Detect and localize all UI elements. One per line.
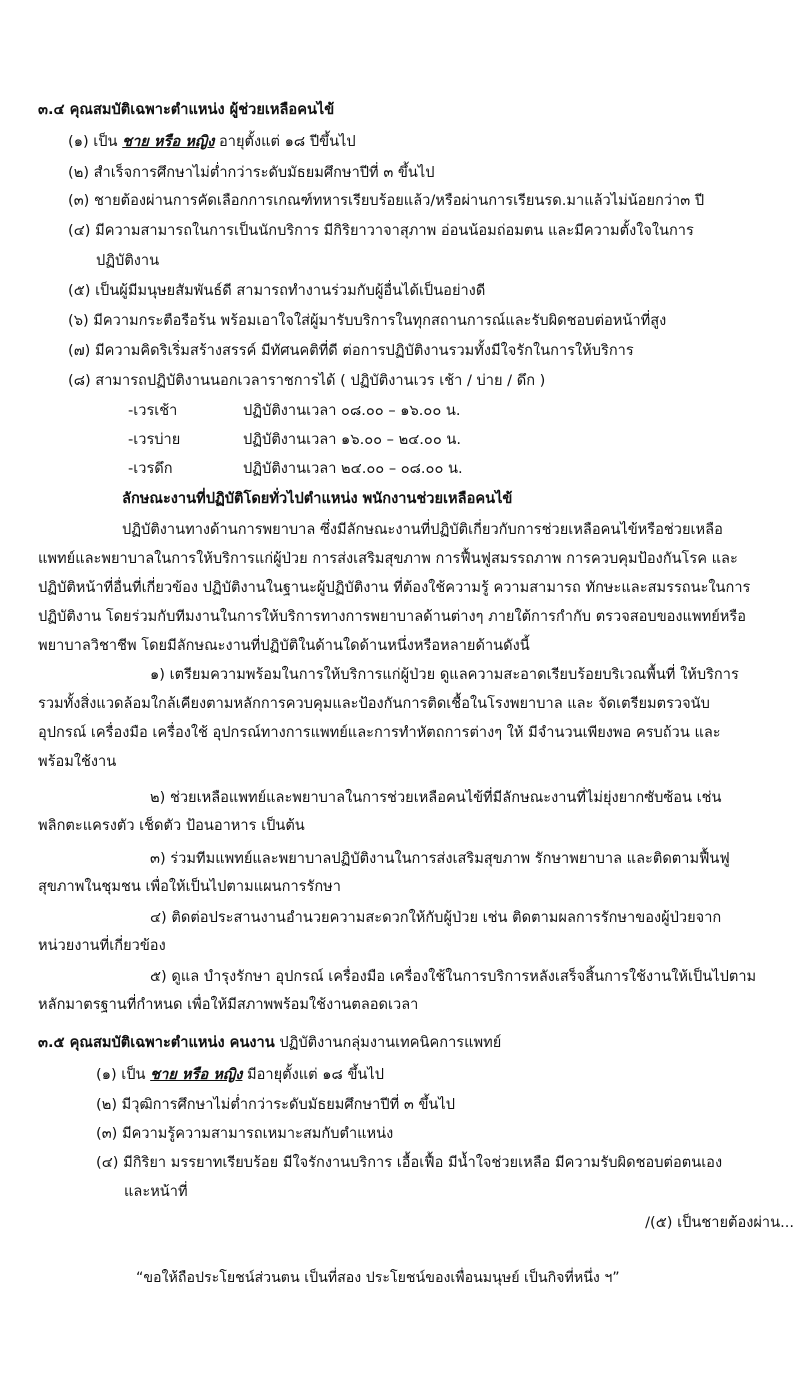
paragraph-line: พร้อมใช้งาน	[38, 753, 117, 770]
paragraph-line: พยาบาลวิชาชีพ โดยมีลักษณะงานที่ปฏิบัติในด้านใดด้านหนึ่งหรือหลายด้านดังนี้	[38, 637, 530, 654]
duty-heading: ลักษณะงานที่ปฏิบัติโดยทั่วไปตำแหน่ง พนักงานช่วยเหลือคนไข้	[122, 490, 513, 507]
shift-name: -เวรบ่าย	[128, 431, 181, 448]
paragraph-line: อุปกรณ์ เครื่องมือ เครื่องใช้ อุปกรณ์ทางการแพทย์และการทำหัตถการต่างๆ ให้ มีจำนวนเพียงพอ ครบถ้วน และ	[38, 724, 721, 741]
gender-emphasis: ชาย หรือ หญิง	[150, 1066, 243, 1083]
paragraph-line: ๒) ช่วยเหลือแพทย์และพยาบาลในการช่วยเหลือคนไข้ที่มีลักษณะงานที่ไม่ยุ่งยากซับซ้อน เช่น	[150, 789, 722, 806]
shift-name: -เวรเช้า	[128, 402, 178, 419]
continuation-note: /(๕) เป็นชายต้องผ่าน...	[645, 1214, 794, 1231]
item-prefix: (๑) เป็น	[96, 1066, 151, 1083]
list-item: (๘) สามารถปฏิบัติงานนอกเวลาราชการได้ ( ปฏิบัติงานเวร เช้า / บ่าย / ดึก )	[68, 372, 546, 389]
paragraph-line: หลักมาตรฐานที่กำหนด เพื่อให้มีสภาพพร้อมใช้งานตลอดเวลา	[38, 996, 419, 1013]
list-item	[68, 131, 356, 153]
paragraph-line: รวมทั้งสิ่งแวดล้อมใกล้เคียงตามหลักการควบคุมและป้องกันการติดเชื้อในโรงพยาบาล และ จัดเตรียมตรวจนับ	[38, 695, 710, 712]
item-prefix: (๑) เป็น	[68, 133, 123, 150]
list-item: (๔) มีความสามารถในการเป็นนักบริการ มีกิริยาวาจาสุภาพ อ่อนน้อมถ่อมตน และมีความตั้งใจในการ	[68, 222, 694, 239]
paragraph-line: ๔) ติดต่อประสานงานอำนวยความสะดวกให้กับผู้ป่วย เช่น ติดตามผลการรักษาของผู้ป่วยจาก	[150, 909, 722, 926]
list-item: (๗) มีความคิดริเริ่มสร้างสรรค์ มีทัศนคติที่ดี ต่อการปฏิบัติงานรวมทั้งมีใจรักในการให้บริการ	[68, 342, 634, 359]
list-item-continuation: และหน้าที่	[124, 1183, 188, 1200]
list-item: (๓) ชายต้องผ่านการคัดเลือกการเกณฑ์ทหารเรียบร้อยแล้ว/หรือผ่านการเรียนรด.มาแล้วไม่น้อยกว่า๓ ปี	[68, 192, 705, 209]
footer-quote: “ขอให้ถือประโยชน์ส่วนตน เป็นที่สอง ประโยชน์ของเพื่อนมนุษย์ เป็นกิจที่หนึ่ง ฯ”	[136, 1270, 620, 1286]
item-suffix: อายุตั้งแต่ ๑๘ ปีขึ้นไป	[214, 133, 356, 150]
shift-time: ปฏิบัติงานเวลา ๒๔.๐๐ – ๐๘.๐๐ น.	[243, 460, 463, 477]
list-item	[96, 1064, 384, 1086]
list-item: (๒) มีวุฒิการศึกษาไม่ต่ำกว่าระดับมัธยมศึกษาปีที่ ๓ ขึ้นไป	[96, 1096, 456, 1113]
item-suffix: มีอายุตั้งแต่ ๑๘ ขึ้นไป	[242, 1066, 385, 1083]
paragraph-line: ๑) เตรียมความพร้อมในการให้บริการแก่ผู้ป่วย ดูแลความสะอาดเรียบร้อยบริเวณพื้นที่ ให้บริการ	[150, 666, 739, 683]
shift-row	[128, 400, 728, 422]
paragraph-line: ปฏิบัติหน้าที่อื่นที่เกี่ยวข้อง ปฏิบัติงานในฐานะผู้ปฏิบัติงาน ที่ต้องใช้ความรู้ ความสามารถ ทักษะและสมรรถนะในการ	[38, 579, 751, 596]
heading-rest: ปฏิบัติงานกลุ่มงานเทคนิคการแพทย์	[274, 1034, 502, 1051]
paragraph-line: พลิกตะแครงตัว เช็ดตัว ป้อนอาหาร เป็นต้น	[38, 817, 305, 834]
list-item: (๕) เป็นผู้มีมนุษยสัมพันธ์ดี สามารถทำงานร่วมกับผู้อื่นได้เป็นอย่างดี	[68, 282, 486, 299]
shift-row	[128, 458, 728, 480]
section-3-4-heading: ๓.๔ คุณสมบัติเฉพาะตำแหน่ง ผู้ช่วยเหลือคนไข้	[38, 101, 335, 118]
heading-bold: ๓.๕ คุณสมบัติเฉพาะตำแหน่ง คนงาน	[38, 1034, 275, 1051]
paragraph-line: ๓) ร่วมทีมแพทย์และพยาบาลปฏิบัติงานในการส่งเสริมสุขภาพ รักษาพยาบาล และติดตามฟื้นฟู	[150, 850, 730, 867]
list-item: (๒) สำเร็จการศึกษาไม่ต่ำกว่าระดับมัธยมศึกษาปีที่ ๓ ขึ้นไป	[68, 164, 435, 181]
list-item: (๔) มีกิริยา มรรยาทเรียบร้อย มีใจรักงานบริการ เอื้อเฟื้อ มีน้ำใจช่วยเหลือ มีความรับผิดชอบต่อตนเอง	[96, 1154, 723, 1171]
list-item: (๖) มีความกระตือรือร้น พร้อมเอาใจใส่ผู้มารับบริการในทุกสถานการณ์และรับผิดชอบต่อหน้าที่สูง	[68, 312, 667, 329]
section-3-5-heading	[38, 1032, 501, 1054]
paragraph-line: ๕) ดูแล บำรุงรักษา อุปกรณ์ เครื่องมือ เครื่องใช้ในการบริการหลังเสร็จสิ้นการใช้งานให้เป็นไปตาม	[150, 968, 757, 985]
paragraph-line: หน่วยงานที่เกี่ยวข้อง	[38, 937, 166, 954]
shift-row	[128, 429, 728, 451]
shift-time: ปฏิบัติงานเวลา ๑๖.๐๐ – ๒๔.๐๐ น.	[243, 431, 461, 448]
shift-time: ปฏิบัติงานเวลา ๐๘.๐๐ – ๑๖.๐๐ น.	[243, 402, 461, 419]
list-item: (๓) มีความรู้ความสามารถเหมาะสมกับตำแหน่ง	[96, 1125, 394, 1142]
paragraph-line: สุขภาพในชุมชน เพื่อให้เป็นไปตามแผนการรักษา	[38, 878, 341, 895]
paragraph-line: แพทย์และพยาบาลในการให้บริการแก่ผู้ป่วย การส่งเสริมสุขภาพ การฟื้นฟูสมรรถภาพ การควบคุมป้องกันโรค และ	[38, 550, 738, 567]
paragraph-line: ปฏิบัติงานทางด้านการพยาบาล ซึ่งมีลักษณะงานที่ปฏิบัติเกี่ยวกับการช่วยเหลือคนไข้หรือช่วยเหลือ	[122, 521, 723, 538]
paragraph-line: ปฏิบัติงาน โดยร่วมกับทีมงานในการให้บริการทางการพยาบาลด้านต่างๆ ภายใต้การกำกับ ตรวจสอบของแพทย์หรือ	[38, 608, 746, 625]
shift-name: -เวรดึก	[128, 460, 173, 477]
list-item-continuation: ปฏิบัติงาน	[96, 252, 160, 269]
gender-emphasis: ชาย หรือ หญิง	[122, 133, 215, 150]
